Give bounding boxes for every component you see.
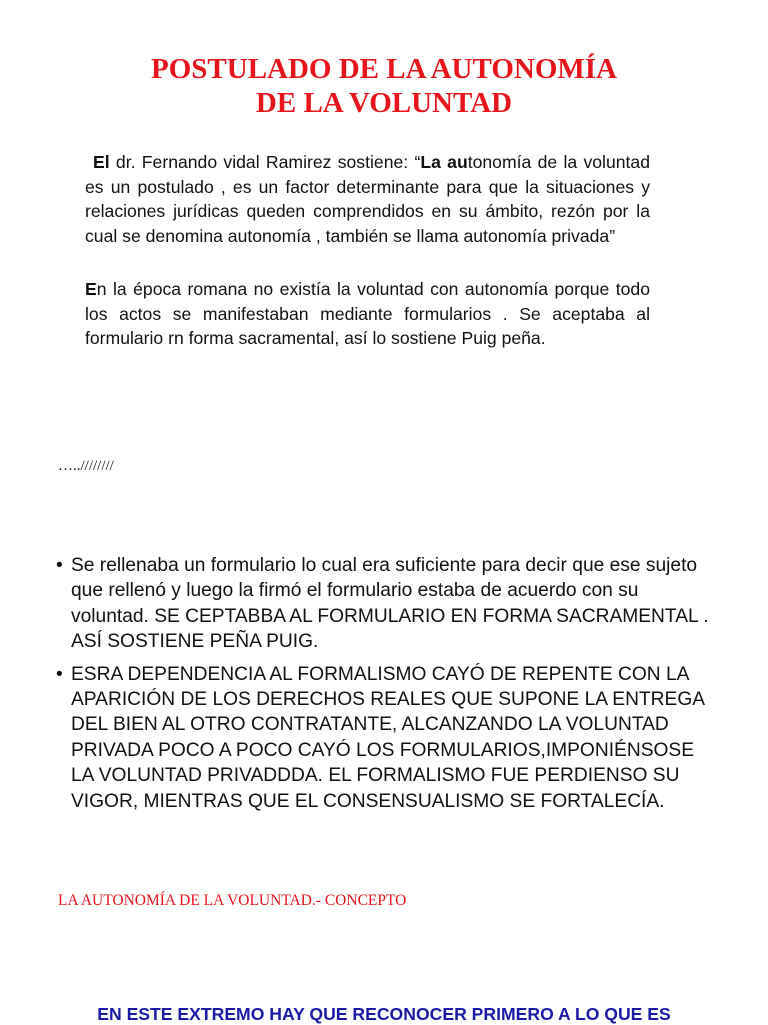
bullet-icon: •	[56, 663, 63, 685]
para1-bold-start: El	[93, 152, 110, 172]
separator-mark: …..////////	[58, 458, 114, 474]
title-line-1: POSTULADO DE LA AUTONOMÍA	[151, 53, 617, 85]
list-item-text: Se rellenaba un formulario lo cual era suficiente para decir que ese sujeto que rellenó y luego la firmó el formulario estaba de acuerdo con su voluntad. SE CEPTABBA AL FORMULARIO EN FORMA SACRAMENTAL . ASÍ SOSTIENE PEÑA PUIG.	[71, 555, 709, 653]
bottom-heading: EN ESTE EXTREMO HAY QUE RECONOCER PRIMERO A LO QUE ES	[97, 1004, 671, 1024]
para2-text: n la época romana no existía la voluntad con autonomía porque todo los actos se manifestaban mediante formularios . Se aceptaba al formulario rn forma sacramental, así lo sostiene Puig peña.	[85, 279, 650, 349]
document-title	[0, 52, 768, 120]
list-item-text: ESRA DEPENDENCIA AL FORMALISMO CAYÓ DE REPENTE CON LA APARICIÓN DE LOS DERECHOS REALES QUE SUPONE LA ENTREGA DEL BIEN AL OTRO CONTRATANTE, ALCANZANDO LA VOLUNTAD PRIVADA POCO A POCO CAYÓ LOS FORMULARIOS,IMPONIÉNSOSE LA VOLUNTAD PRIVADDDA. EL FORMALISMO FUE PERDIENSO SU VIGOR, MIENTRAS QUE EL CONSENSUALISMO SE FORTALECÍA.	[71, 663, 704, 812]
para2-bold-start: E	[85, 279, 97, 299]
bullet-icon: •	[56, 555, 63, 576]
paragraph-vidal-ramirez	[85, 150, 650, 248]
title-line-2: DE LA VOLUNTAD	[255, 87, 513, 119]
para1-text-a: dr. Fernando vidal Ramirez sostiene: “	[109, 152, 421, 172]
paragraph-epoca-romana	[85, 277, 650, 351]
list-item	[56, 553, 716, 655]
para1-bold-quote: La au	[420, 152, 468, 172]
bullet-list	[56, 553, 716, 821]
para1-text-b: tonomía de la voluntad es un postulado , es un factor determinante para que la situaciones y relaciones jurídicas queden comprendidos en su ámbito, rezón por la cual se denomina autonomía , también se llama autonomía privada”	[85, 152, 650, 246]
list-item	[56, 662, 716, 814]
section-subtitle: LA AUTONOMÍA DE LA VOLUNTAD.- CONCEPTO	[58, 892, 407, 909]
